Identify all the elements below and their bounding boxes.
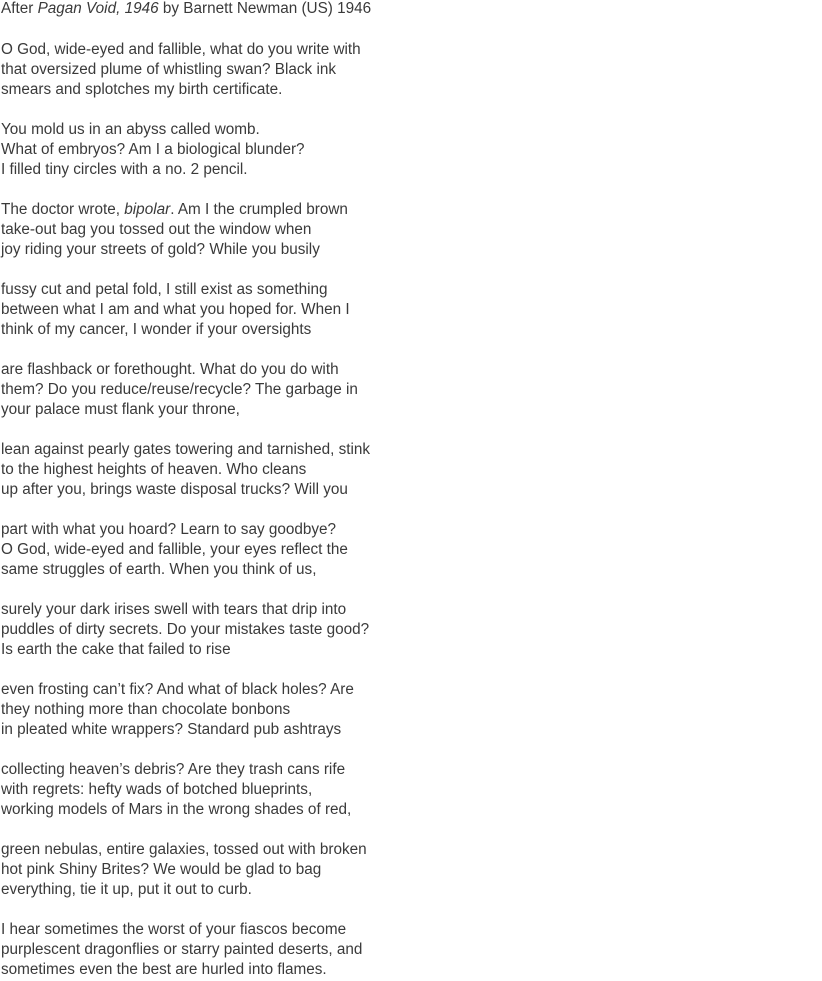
poem-line: are flashback or forethought. What do you do with [1,361,339,378]
poem-line: them? Do you reduce/reuse/recycle? The garbage in [1,381,358,398]
poem-line: green nebulas, entire galaxies, tossed out with broken [1,841,367,858]
poem-line: take-out bag you tossed out the window when [1,221,312,238]
stanza-1 [1,40,816,100]
stanza-7 [1,520,816,580]
poem-line: think of my cancer, I wonder if your oversights [1,321,312,338]
stanza-8 [1,600,816,660]
title-suffix: by Barnett Newman (US) 1946 [158,0,372,17]
poem-line: smears and splotches my birth certificate. [1,81,283,98]
poem-line: puddles of dirty secrets. Do your mistakes taste good? [1,621,370,638]
poem-line: What of embryos? Am I a biological blunder? [1,141,305,158]
poem-line: they nothing more than chocolate bonbons [1,701,291,718]
poem-title [1,0,816,20]
poem-line: in pleated white wrappers? Standard pub ashtrays [1,721,342,738]
stanza-9 [1,680,816,740]
poem-line: fussy cut and petal fold, I still exist as something [1,281,328,298]
poem-line [1,200,816,220]
diagnosis-word: bipolar [124,201,171,218]
poem-line: collecting heaven’s debris? Are they trash cans rife [1,761,346,778]
poem-line: sometimes even the best are hurled into flames. [1,961,327,978]
title-work: Pagan Void, 1946 [37,0,159,17]
line-segment: . Am I the crumpled brown [170,201,348,218]
poem-line: working models of Mars in the wrong shades of red, [1,801,352,818]
stanza-4 [1,280,816,340]
poem-line: part with what you hoard? Learn to say goodbye? [1,521,337,538]
poem-line: joy riding your streets of gold? While you busily [1,241,320,258]
poem-line: purplescent dragonflies or starry painted deserts, and [1,941,363,958]
stanza-10 [1,760,816,820]
poem-line: that oversized plume of whistling swan? Black ink [1,61,336,78]
poem-page [1,0,816,980]
poem-line: Is earth the cake that failed to rise [1,641,231,658]
stanza-3 [1,200,816,260]
poem-line: even frosting can’t fix? And what of black holes? Are [1,681,354,698]
poem-line: surely your dark irises swell with tears that drip into [1,601,347,618]
poem-line: everything, tie it up, put it out to curb. [1,881,252,898]
poem-line: your palace must flank your throne, [1,401,240,418]
poem-line: hot pink Shiny Brites? We would be glad to bag [1,861,322,878]
poem-line: with regrets: hefty wads of botched blueprints, [1,781,313,798]
stanza-2 [1,120,816,180]
poem-line: between what I am and what you hoped for. When I [1,301,350,318]
stanza-12 [1,920,816,980]
poem-line: same struggles of earth. When you think of us, [1,561,317,578]
line-segment: The doctor wrote, [1,201,125,218]
poem-line: lean against pearly gates towering and tarnished, stink [1,441,371,458]
poem-line: I filled tiny circles with a no. 2 pencil. [1,161,248,178]
poem-line: I hear sometimes the worst of your fiascos become [1,921,347,938]
stanza-5 [1,360,816,420]
stanza-11 [1,840,816,900]
title-prefix: After [1,0,38,17]
poem-line: to the highest heights of heaven. Who cleans [1,461,307,478]
poem-line: O God, wide-eyed and fallible, what do you write with [1,41,361,58]
poem-line: You mold us in an abyss called womb. [1,121,260,138]
stanza-6 [1,440,816,500]
poem-line: up after you, brings waste disposal trucks? Will you [1,481,348,498]
poem-line: O God, wide-eyed and fallible, your eyes reflect the [1,541,348,558]
